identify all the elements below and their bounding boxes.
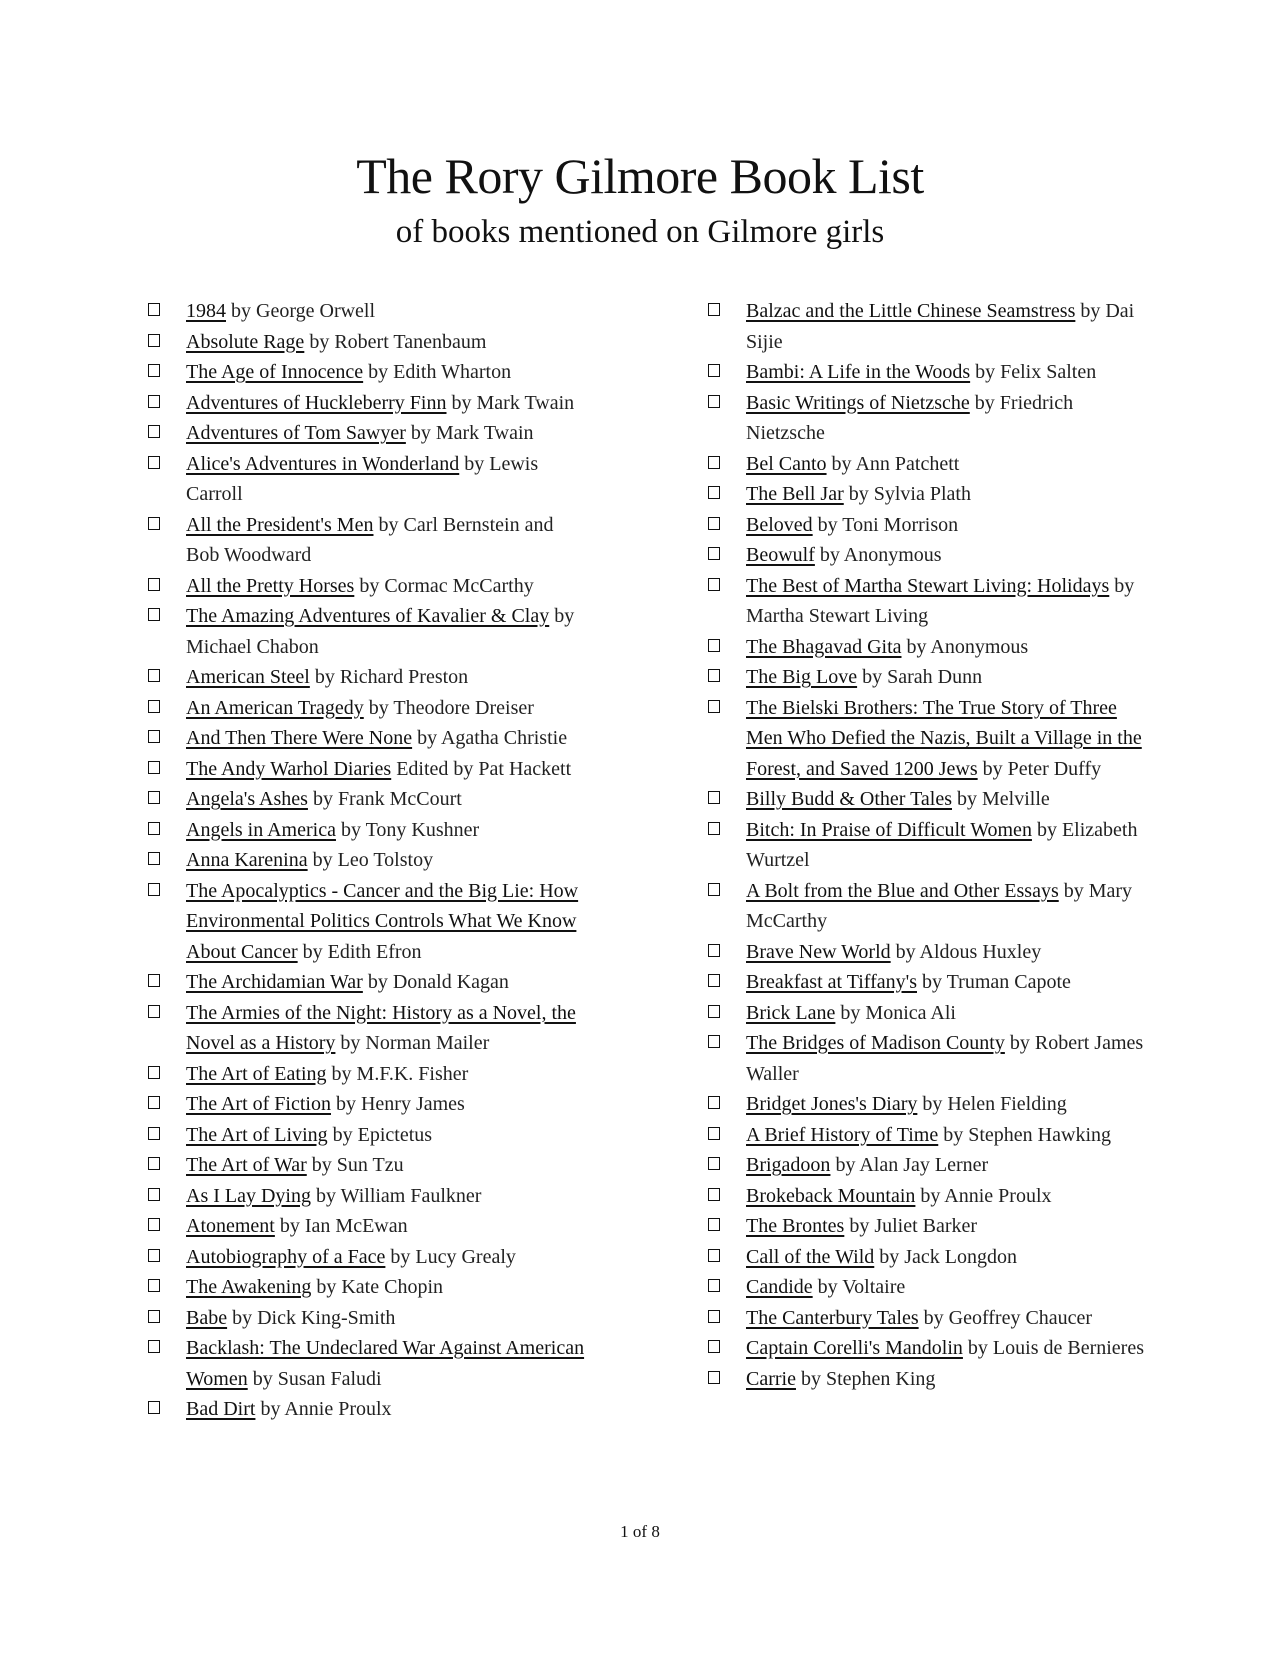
- book-title-link[interactable]: The Age of Innocence: [186, 361, 364, 383]
- book-title-link[interactable]: The Big Love: [746, 666, 858, 688]
- book-list-item: [148, 784, 588, 815]
- book-author: by Helen Fielding: [917, 1093, 1067, 1115]
- book-title-link[interactable]: Alice's Adventures in Wonderland: [186, 452, 460, 475]
- book-author: by Epictetus: [327, 1123, 433, 1146]
- book-title-link[interactable]: The Brontes: [746, 1215, 845, 1237]
- book-title-link[interactable]: The Bielski Brothers: The True Story of Three Men Who Defied the Nazis, Built a Village in the Forest, and Saved 1200 Jews: [746, 696, 1142, 780]
- book-author: by M.F.K. Fisher: [326, 1062, 469, 1085]
- book-list-item: [148, 418, 588, 449]
- book-author: by Lewis Carroll: [186, 452, 539, 505]
- book-title-link[interactable]: American Steel: [186, 666, 310, 688]
- book-checkbox[interactable]: [708, 486, 720, 499]
- book-list-item: [148, 876, 588, 968]
- book-title-link[interactable]: Basic Writings of Nietzsche: [746, 391, 970, 414]
- book-title-link[interactable]: Atonement: [186, 1215, 275, 1237]
- book-author: by Tony Kushner: [335, 818, 480, 841]
- book-author: by Agatha Christie: [412, 727, 568, 749]
- book-list-item: [708, 815, 1148, 876]
- book-list-item: [708, 510, 1148, 541]
- book-checkbox[interactable]: [148, 1157, 160, 1170]
- book-list-item: [708, 1181, 1148, 1212]
- book-author: by Edith Wharton: [363, 361, 512, 383]
- book-list-item: [148, 1059, 588, 1090]
- page-subtitle: of books mentioned on Gilmore girls: [395, 214, 885, 250]
- book-list-item: [708, 1028, 1148, 1089]
- book-author: by Martha Stewart Living: [746, 574, 1135, 627]
- book-title-link[interactable]: The Art of Fiction: [186, 1093, 331, 1115]
- book-list-item: [148, 967, 588, 998]
- book-author: by Lucy Grealy: [385, 1245, 516, 1268]
- book-author: by Michael Chabon: [186, 605, 575, 658]
- book-list-item: [708, 296, 1148, 357]
- book-author: by Susan Faludi: [247, 1367, 382, 1390]
- book-checkbox[interactable]: [708, 578, 720, 591]
- book-author: by George Orwell: [226, 300, 376, 322]
- book-title-link[interactable]: Adventures of Tom Sawyer: [186, 422, 406, 444]
- book-checkbox[interactable]: [708, 1188, 720, 1201]
- book-title-link[interactable]: The Bridges of Madison County: [746, 1032, 1005, 1054]
- book-checkbox[interactable]: [708, 1096, 720, 1109]
- book-title-link[interactable]: Angela's Ashes: [186, 788, 308, 810]
- book-title-link[interactable]: Carrie: [746, 1367, 796, 1390]
- book-author: by Toni Morrison: [812, 513, 959, 536]
- book-list-item: [708, 1211, 1148, 1242]
- book-checkbox[interactable]: [708, 1279, 720, 1292]
- book-author: by Richard Preston: [309, 666, 469, 688]
- book-author: by Sylvia Plath: [843, 483, 971, 505]
- book-title-link[interactable]: 1984: [186, 300, 226, 322]
- book-list-item: [148, 693, 588, 724]
- book-checkbox[interactable]: [708, 1157, 720, 1170]
- book-title-link[interactable]: The Awakening: [186, 1276, 312, 1298]
- book-title-link[interactable]: The Archidamian War: [186, 971, 363, 993]
- book-author: by Annie Proulx: [915, 1184, 1052, 1207]
- book-checkbox[interactable]: [148, 395, 160, 408]
- book-author: by Ian McEwan: [274, 1215, 408, 1237]
- book-checkbox[interactable]: [148, 456, 160, 469]
- book-list-item: [148, 815, 588, 846]
- book-list-item: [148, 296, 588, 327]
- book-list-item: [708, 1272, 1148, 1303]
- book-title-link[interactable]: Angels in America: [186, 818, 336, 841]
- book-checkbox[interactable]: [148, 1340, 160, 1353]
- book-checkbox[interactable]: [708, 547, 720, 560]
- book-title-link[interactable]: The Best of Martha Stewart Living: Holidays: [746, 574, 1110, 597]
- book-title-link[interactable]: Bad Dirt: [186, 1398, 256, 1420]
- book-list-item: [708, 876, 1148, 937]
- book-checkbox[interactable]: [708, 1371, 720, 1384]
- book-author: by Mary McCarthy: [746, 879, 1133, 932]
- book-checkbox[interactable]: [708, 1218, 720, 1231]
- book-author: by Juliet Barker: [844, 1215, 978, 1237]
- book-author: by Annie Proulx: [255, 1398, 392, 1420]
- book-checkbox[interactable]: [708, 700, 720, 713]
- book-list-item: [708, 1120, 1148, 1151]
- book-list-item: [148, 1272, 588, 1303]
- book-checkbox[interactable]: [708, 883, 720, 896]
- book-author: by Mark Twain: [446, 391, 575, 414]
- book-checkbox[interactable]: [148, 517, 160, 530]
- book-author: by Robert James Waller: [746, 1032, 1144, 1085]
- book-checkbox[interactable]: [148, 1066, 160, 1079]
- book-author: by Robert Tanenbaum: [304, 330, 487, 353]
- book-author: by Truman Capote: [917, 971, 1071, 993]
- book-author: by Monica Ali: [835, 1001, 956, 1024]
- book-list-item: [708, 1364, 1148, 1395]
- book-title-link[interactable]: Backlash: The Undeclared War Against American Women: [186, 1337, 585, 1390]
- book-list-item: [708, 784, 1148, 815]
- book-title-link[interactable]: All the Pretty Horses: [186, 574, 355, 597]
- book-title-link[interactable]: Autobiography of a Face: [186, 1245, 386, 1268]
- book-author: by Ann Patchett: [826, 452, 960, 475]
- book-list-item: [148, 723, 588, 754]
- book-checkbox[interactable]: [148, 822, 160, 835]
- book-checkbox[interactable]: [708, 395, 720, 408]
- book-author: by Sarah Dunn: [857, 666, 983, 688]
- book-author: by Elizabeth Wurtzel: [746, 818, 1138, 871]
- book-title-link[interactable]: And Then There Were None: [186, 727, 413, 749]
- book-list-item: [708, 1303, 1148, 1334]
- book-title-link[interactable]: Beowulf: [746, 544, 815, 566]
- book-title-link[interactable]: The Art of Living: [186, 1123, 328, 1146]
- book-title-link[interactable]: Adventures of Huckleberry Finn: [186, 391, 447, 414]
- book-author: by Geoffrey Chaucer: [918, 1306, 1093, 1329]
- book-list-item: [708, 998, 1148, 1029]
- book-checkbox[interactable]: [148, 730, 160, 743]
- book-title-link[interactable]: All the President's Men: [186, 513, 374, 536]
- book-author: by Henry James: [330, 1093, 465, 1115]
- book-author: by Dai Sijie: [746, 300, 1135, 353]
- book-title-link[interactable]: Beloved: [746, 513, 813, 536]
- book-author: by Friedrich Nietzsche: [746, 391, 1074, 444]
- book-title-link[interactable]: The Art of War: [186, 1154, 307, 1176]
- book-title-link[interactable]: Brokeback Mountain: [746, 1184, 916, 1207]
- book-list-item: [708, 1242, 1148, 1273]
- book-checkbox[interactable]: [148, 578, 160, 591]
- book-checkbox[interactable]: [148, 761, 160, 774]
- book-checkbox[interactable]: [148, 334, 160, 347]
- book-checkbox[interactable]: [148, 669, 160, 682]
- book-author: by Dick King-Smith: [227, 1306, 396, 1329]
- book-author: by Cormac McCarthy: [354, 574, 534, 597]
- book-title-link[interactable]: Breakfast at Tiffany's: [746, 971, 917, 993]
- book-checkbox[interactable]: [148, 883, 160, 896]
- book-checkbox[interactable]: [708, 456, 720, 469]
- book-checkbox[interactable]: [148, 1401, 160, 1414]
- book-title-link[interactable]: Candide: [746, 1276, 813, 1298]
- book-list-item: [148, 388, 588, 419]
- book-checkbox[interactable]: [708, 1035, 720, 1048]
- book-title-link[interactable]: The Andy Warhol Diaries: [186, 757, 392, 780]
- book-checkbox[interactable]: [708, 1340, 720, 1353]
- book-list-item: [708, 1089, 1148, 1120]
- book-checkbox[interactable]: [148, 1218, 160, 1231]
- book-title-link[interactable]: The Canterbury Tales: [746, 1306, 919, 1329]
- book-checkbox[interactable]: [148, 791, 160, 804]
- book-checkbox[interactable]: [708, 517, 720, 530]
- book-list-left-column: [148, 296, 588, 1425]
- book-list-item: [148, 754, 588, 785]
- book-checkbox[interactable]: [148, 1096, 160, 1109]
- book-list-item: [708, 632, 1148, 663]
- book-title-link[interactable]: A Bolt from the Blue and Other Essays: [746, 879, 1059, 902]
- book-list-item: [708, 540, 1148, 571]
- book-list-item: [148, 662, 588, 693]
- book-title-link[interactable]: Balzac and the Little Chinese Seamstress: [746, 300, 1076, 322]
- book-checkbox[interactable]: [148, 1279, 160, 1292]
- book-author: by Stephen Hawking: [938, 1123, 1112, 1146]
- page-header: [0, 148, 1280, 252]
- book-author: by Peter Duffy: [977, 757, 1102, 780]
- book-list-item: [148, 1089, 588, 1120]
- book-checkbox[interactable]: [708, 364, 720, 377]
- book-checkbox[interactable]: [708, 974, 720, 987]
- book-title-link[interactable]: Bambi: A Life in the Woods: [746, 361, 971, 383]
- book-author: by Mark Twain: [405, 422, 534, 444]
- book-author: by Carl Bernstein and Bob Woodward: [186, 513, 554, 566]
- book-author: by Aldous Huxley: [890, 940, 1042, 963]
- book-checkbox[interactable]: [148, 608, 160, 621]
- book-author: by Leo Tolstoy: [307, 849, 434, 871]
- book-checkbox[interactable]: [148, 974, 160, 987]
- book-title-link[interactable]: Bitch: In Praise of Difficult Women: [746, 818, 1032, 841]
- book-list-item: [708, 357, 1148, 388]
- book-list-item: [708, 662, 1148, 693]
- book-author: by Donald Kagan: [362, 971, 509, 993]
- book-author: by Frank McCourt: [307, 788, 462, 810]
- book-title-link[interactable]: The Art of Eating: [186, 1062, 327, 1085]
- book-checkbox[interactable]: [148, 1127, 160, 1140]
- book-title-link[interactable]: The Apocalyptics - Cancer and the Big Lie: How Environmental Politics Controls What We Know About Cancer: [186, 879, 579, 963]
- book-title-link[interactable]: Absolute Rage: [186, 330, 305, 353]
- book-author: by Theodore Dreiser: [363, 696, 534, 719]
- book-author: Edited by Pat Hackett: [391, 757, 572, 780]
- book-author: by Stephen King: [795, 1367, 936, 1390]
- book-checkbox[interactable]: [708, 791, 720, 804]
- book-list-item: [708, 1150, 1148, 1181]
- book-checkbox[interactable]: [148, 852, 160, 865]
- book-title-link[interactable]: Call of the Wild: [746, 1245, 875, 1268]
- book-title-link[interactable]: Brigadoon: [746, 1154, 831, 1176]
- book-checkbox[interactable]: [708, 639, 720, 652]
- book-checkbox[interactable]: [148, 1005, 160, 1018]
- book-list-item: [708, 967, 1148, 998]
- book-author: by Jack Longdon: [874, 1245, 1018, 1268]
- book-title-link[interactable]: Brave New World: [746, 940, 891, 963]
- book-checkbox[interactable]: [708, 944, 720, 957]
- book-checkbox[interactable]: [708, 1005, 720, 1018]
- book-list-item: [148, 571, 588, 602]
- book-list-item: [148, 510, 588, 571]
- book-author: by Kate Chopin: [311, 1276, 444, 1298]
- book-list-item: [708, 571, 1148, 632]
- book-checkbox[interactable]: [148, 303, 160, 316]
- page-title: The Rory Gilmore Book List: [356, 148, 924, 204]
- book-checkbox[interactable]: [708, 1127, 720, 1140]
- book-author: by Voltaire: [812, 1276, 906, 1298]
- book-title-link[interactable]: The Amazing Adventures of Kavalier & Clay: [186, 605, 550, 627]
- book-title-link[interactable]: Billy Budd & Other Tales: [746, 788, 952, 810]
- book-list-item: [708, 1333, 1148, 1364]
- book-title-link[interactable]: The Bhagavad Gita: [746, 635, 902, 658]
- book-list-item: [148, 998, 588, 1059]
- book-checkbox[interactable]: [708, 303, 720, 316]
- book-list-item: [148, 1394, 588, 1425]
- book-checkbox[interactable]: [708, 669, 720, 682]
- book-list-item: [708, 388, 1148, 449]
- book-list-item: [148, 1242, 588, 1273]
- book-author: by Sun Tzu: [306, 1154, 404, 1176]
- book-checkbox[interactable]: [148, 1310, 160, 1323]
- book-title-link[interactable]: An American Tragedy: [186, 696, 364, 719]
- book-list-item: [148, 327, 588, 358]
- book-list-right-column: [708, 296, 1148, 1394]
- book-list-item: [708, 449, 1148, 480]
- book-title-link[interactable]: The Armies of the Night: History as a Novel, the Novel as a History: [186, 1001, 576, 1054]
- book-list-item: [148, 357, 588, 388]
- book-title-link[interactable]: The Bell Jar: [746, 483, 844, 505]
- book-author: by Felix Salten: [970, 361, 1097, 383]
- book-list-item: [148, 601, 588, 662]
- book-list-item: [148, 1150, 588, 1181]
- book-author: by Alan Jay Lerner: [830, 1154, 989, 1176]
- book-author: by Anonymous: [814, 544, 942, 566]
- book-title-link[interactable]: Anna Karenina: [186, 849, 308, 871]
- book-checkbox[interactable]: [708, 822, 720, 835]
- book-list-item: [148, 1333, 588, 1394]
- book-author: by William Faulkner: [310, 1184, 482, 1207]
- book-title-link[interactable]: As I Lay Dying: [186, 1184, 311, 1207]
- book-checkbox[interactable]: [708, 1249, 720, 1262]
- book-title-link[interactable]: Bridget Jones's Diary: [746, 1093, 918, 1115]
- book-author: by Melville: [952, 788, 1050, 810]
- book-list-item: [148, 449, 588, 510]
- book-list-item: [148, 1303, 588, 1334]
- book-author: by Norman Mailer: [335, 1032, 490, 1054]
- book-title-link[interactable]: A Brief History of Time: [746, 1123, 939, 1146]
- book-checkbox[interactable]: [148, 1249, 160, 1262]
- book-list-item: [708, 937, 1148, 968]
- book-list-item: [148, 1120, 588, 1151]
- page-number: 1 of 8: [620, 1522, 660, 1541]
- book-title-link[interactable]: Bel Canto: [746, 452, 827, 475]
- book-title-link[interactable]: Captain Corelli's Mandolin: [746, 1337, 963, 1359]
- book-author: by Edith Efron: [297, 940, 422, 963]
- book-author: by Louis de Bernieres: [962, 1337, 1144, 1359]
- book-checkbox[interactable]: [708, 1310, 720, 1323]
- book-checkbox[interactable]: [148, 364, 160, 377]
- book-title-link[interactable]: Brick Lane: [746, 1001, 836, 1024]
- book-author: by Anonymous: [901, 635, 1029, 658]
- book-list-item: [708, 479, 1148, 510]
- book-checkbox[interactable]: [148, 1188, 160, 1201]
- book-list-item: [148, 1181, 588, 1212]
- book-checkbox[interactable]: [148, 700, 160, 713]
- book-list-item: [148, 1211, 588, 1242]
- book-checkbox[interactable]: [148, 425, 160, 438]
- book-list-item: [708, 693, 1148, 785]
- book-list-item: [148, 845, 588, 876]
- book-title-link[interactable]: Babe: [186, 1306, 228, 1329]
